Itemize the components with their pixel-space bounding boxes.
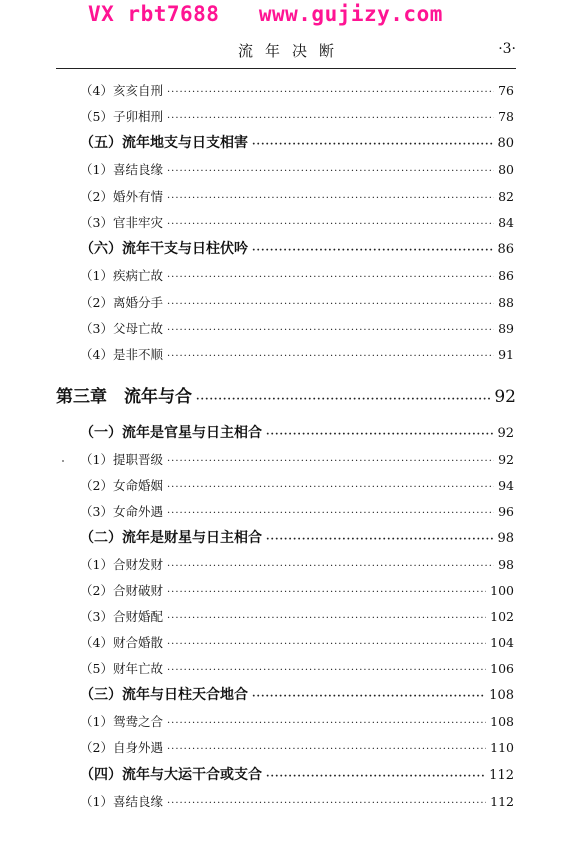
toc-entry[interactable] (80, 738, 514, 756)
toc-entry-page: 108 (489, 688, 514, 703)
toc-entry-label: （1）鸳鸯之合 (80, 714, 163, 729)
dot-leader (167, 299, 494, 310)
dot-leader (167, 351, 494, 362)
toc-entry[interactable] (80, 266, 514, 284)
toc-section-label: （六）流年干支与日柱伏吟 (80, 241, 248, 257)
toc-entry-page: 106 (490, 661, 514, 676)
toc-entry[interactable] (80, 319, 514, 337)
toc-section-label: （二）流年是财星与日主相合 (80, 530, 262, 546)
toc-entry-label: （1）喜结良缘 (80, 794, 163, 809)
dot-leader (167, 219, 494, 230)
toc-entry[interactable] (80, 792, 514, 810)
toc-entry[interactable] (80, 187, 514, 205)
toc-entry-label: （4）亥亥自刑 (80, 83, 163, 98)
toc-section-label: （一）流年是官星与日主相合 (80, 425, 262, 441)
dot-leader (167, 639, 486, 650)
dot-leader (167, 587, 486, 598)
toc-entry-page: 92 (498, 452, 514, 467)
dot-leader (266, 429, 493, 440)
toc-entry[interactable] (80, 607, 514, 625)
running-title: 流年决断 (237, 42, 346, 60)
toc-entry-page: 92 (497, 426, 514, 441)
toc-entry-page: 88 (498, 295, 514, 310)
scan-speck (62, 460, 64, 462)
toc-chapter-label: 第三章 流年与合 (56, 387, 192, 407)
toc-entry[interactable] (80, 345, 514, 363)
toc-entry-label: （1）疾病亡故 (80, 268, 163, 283)
toc-entry-label: （1）喜结良缘 (80, 162, 163, 177)
toc-entry[interactable] (80, 160, 514, 178)
toc-entry-page: 80 (498, 162, 514, 177)
toc-entry-label: （2）合财破财 (80, 583, 163, 598)
toc-entry-label: （2）女命婚姻 (80, 478, 163, 493)
toc-section-entry[interactable] (80, 422, 514, 442)
dot-leader (167, 87, 494, 98)
toc-entry-page: 84 (498, 215, 514, 230)
toc-entry-label: （4）财合婚散 (80, 635, 163, 650)
toc-entry-label: （2）离婚分手 (80, 295, 163, 310)
watermark-text: VX rbt7688 www.gujizy.com (88, 2, 443, 26)
toc-entry-page: 94 (498, 478, 514, 493)
toc-section-label: （三）流年与日柱天合地合 (80, 687, 248, 703)
toc-entry[interactable] (80, 81, 514, 99)
dot-leader (266, 771, 485, 782)
toc-entry-page: 89 (498, 321, 514, 336)
toc-section-entry[interactable] (80, 684, 514, 704)
dot-leader (167, 113, 494, 124)
toc-entry-page: 82 (498, 189, 514, 204)
toc-entry[interactable] (80, 712, 514, 730)
toc-entry-page: 98 (498, 557, 514, 572)
dot-leader (196, 394, 490, 405)
toc-entry-label: （3）父母亡故 (80, 321, 163, 336)
toc-entry-page: 86 (498, 268, 514, 283)
toc-entry-page: 104 (490, 635, 514, 650)
toc-entry-label: （3）女命外遇 (80, 504, 163, 519)
dot-leader (167, 482, 494, 493)
dot-leader (167, 718, 486, 729)
toc-entry[interactable] (80, 450, 514, 468)
toc-entry-page: 92 (494, 387, 516, 407)
toc-entry[interactable] (80, 293, 514, 311)
toc-section-entry[interactable] (80, 238, 514, 258)
toc-entry-page: 78 (498, 109, 514, 124)
toc-section-label: （四）流年与大运干合或支合 (80, 767, 262, 783)
dot-leader (167, 456, 494, 467)
toc-chapter-entry[interactable] (56, 382, 516, 407)
toc-entry-page: 91 (498, 347, 514, 362)
dot-leader (167, 744, 486, 755)
toc-entry-page: 76 (498, 83, 514, 98)
toc-entry-page: 112 (489, 768, 514, 783)
toc-entry-label: （2）婚外有情 (80, 189, 163, 204)
dot-leader (252, 245, 493, 256)
toc-entry-label: （1）提职晋级 (80, 452, 163, 467)
dot-leader (167, 798, 486, 809)
dot-leader (266, 534, 493, 545)
dot-leader (252, 691, 485, 702)
toc-entry-page: 102 (490, 609, 514, 624)
toc-section-entry[interactable] (80, 132, 514, 152)
dot-leader (167, 561, 494, 572)
dot-leader (167, 272, 494, 283)
toc-entry-label: （5）财年亡故 (80, 661, 163, 676)
toc-entry[interactable] (80, 502, 514, 520)
toc-entry-label: （3）官非牢灾 (80, 215, 163, 230)
toc-entry-page: 108 (490, 714, 514, 729)
toc-entry-label: （2）自身外遇 (80, 740, 163, 755)
toc-entry-page: 100 (490, 583, 514, 598)
toc-entry-page: 112 (490, 794, 514, 809)
dot-leader (167, 193, 494, 204)
toc-entry-page: 80 (497, 136, 514, 151)
running-header (56, 40, 516, 66)
dot-leader (167, 166, 494, 177)
toc-entry-page: 86 (497, 242, 514, 257)
toc-entry[interactable] (80, 659, 514, 677)
toc-entry-page: 98 (497, 531, 514, 546)
toc-section-label: （五）流年地支与日支相害 (80, 135, 248, 151)
toc-entry[interactable] (80, 633, 514, 651)
page-number: ·3· (498, 41, 516, 57)
dot-leader (252, 139, 493, 150)
toc-entry[interactable] (80, 581, 514, 599)
dot-leader (167, 325, 494, 336)
dot-leader (167, 613, 486, 624)
toc-entry-label: （1）合财发财 (80, 557, 163, 572)
toc-section-entry[interactable] (80, 764, 514, 784)
toc-entry-label: （5）子卯相刑 (80, 109, 163, 124)
toc-entry[interactable] (80, 213, 514, 231)
dot-leader (167, 508, 494, 519)
toc-entry[interactable] (80, 555, 514, 573)
dot-leader (167, 665, 486, 676)
header-rule (56, 68, 516, 69)
toc-entry-label: （3）合财婚配 (80, 609, 163, 624)
toc-entry[interactable] (80, 476, 514, 494)
toc-section-entry[interactable] (80, 527, 514, 547)
toc-entry-label: （4）是非不顺 (80, 347, 163, 362)
toc-entry-page: 96 (498, 504, 514, 519)
toc-entry[interactable] (80, 107, 514, 125)
toc-entry-page: 110 (490, 740, 514, 755)
